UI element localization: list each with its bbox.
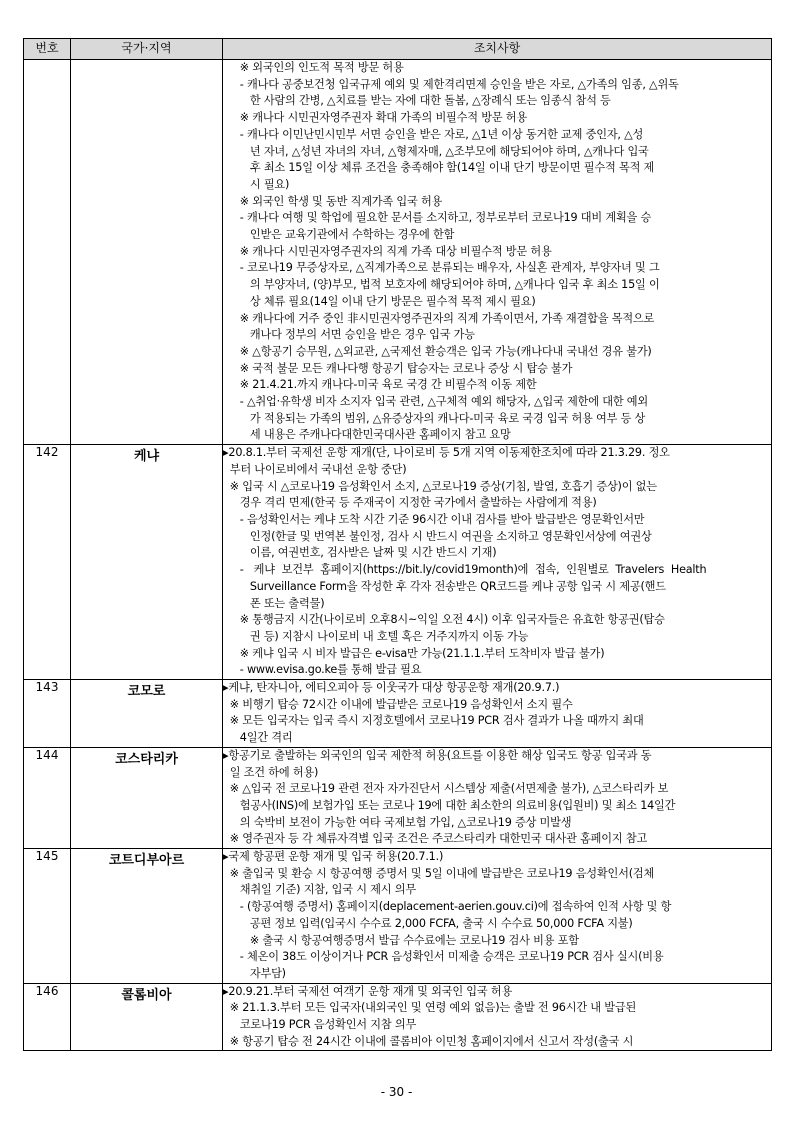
table-body <box>24 60 772 1051</box>
country-name: 케냐 <box>71 445 223 680</box>
measure-line: ※ △입국 전 코로나19 관련 전자 자가진단서 시스템상 제출(서면제출 불가), △코스타리카 보 <box>223 782 669 796</box>
measure-line: ※ 입국 시 △코로나19 음성확인서 소지, △코로나19 증상(기침, 발열, 호흡기 증상)이 없는 <box>223 479 657 493</box>
measure-line: 인정(한글 및 번역본 불인정, 검사 시 반드시 여권을 소지하고 영문확인서상에 여권상 <box>223 529 652 543</box>
travel-measures-table <box>23 38 772 1051</box>
measure-line: ▸국제 항공편 운항 재개 및 입국 허용(20.7.1.) <box>223 850 444 864</box>
measure-line: ※ 모든 입국자는 입국 즉시 지정호텔에서 코로나19 PCR 검사 결과가 나올 때까지 최대 <box>223 714 644 728</box>
header-num: 번호 <box>24 39 71 60</box>
row-number: 145 <box>24 849 71 984</box>
measure-line: ※ 캐나다에 거주 중인 非시민권자영주권자의 직계 가족이면서, 가족 재결합을 목적으로 <box>223 311 655 325</box>
measure-line: ▸20.8.1.부터 국제선 운항 재개(단, 나이로비 등 5개 지역 이동제한조치에 따라 21.3.29. 정오 <box>223 446 670 460</box>
table-row <box>24 445 772 680</box>
measure-line: 험공사(INS)에 보험가입 또는 코로나 19에 대한 최소한의 의료비용(입원비) 및 최소 14일간 <box>223 798 676 812</box>
header-country: 국가·지역 <box>71 39 223 60</box>
measure-line: - 캐나다 이민난민시민부 서면 승인을 받은 자로, △1년 이상 동거한 교제 중인자, △성 <box>223 127 644 141</box>
measure-line: 부터 나이로비에서 국내선 운항 중단) <box>223 462 407 476</box>
measure-line: ※ 캐나다 시민권자영주권자 확대 가족의 비필수적 방문 허용 <box>223 111 528 125</box>
measure-line: ※ 21.4.21.까지 캐나다-미국 육로 국경 간 비필수적 이동 제한 <box>223 378 537 392</box>
country-name: 코스타리카 <box>71 747 223 848</box>
row-number: 143 <box>24 680 71 748</box>
measures-cell <box>223 983 772 1051</box>
measure-line: 일 조건 하에 허용) <box>223 765 319 779</box>
measure-line: 자부담) <box>223 966 286 980</box>
table-row <box>24 747 772 848</box>
country-name: 코모로 <box>71 680 223 748</box>
table-row <box>24 680 772 748</box>
measure-line: ※ 비행기 탑승 72시간 이내에 발급받은 코로나19 음성확인서 소지 필수 <box>223 697 573 711</box>
measure-line: 공편 정보 입력(입국시 수수료 2,000 FCFA, 출국 시 수수료 50,000 FCFA 지불) <box>223 916 633 930</box>
measure-line: - 캐나다 공중보건청 입국규제 예외 및 제한격리면제 승인을 받은 자로, △가족의 임종, △위독 <box>223 77 679 91</box>
measure-line: 폰 또는 출력물) <box>223 596 325 610</box>
measure-line: 채취일 기준) 지참, 입국 시 제시 의무 <box>223 883 416 897</box>
measure-line: ▸케냐, 탄자니아, 에티오피아 등 이웃국가 대상 항공운항 재개(20.9.7.) <box>223 681 560 695</box>
measure-line: ※ 캐나다 시민권자영주권자의 직계 가족 대상 비필수적 방문 허용 <box>223 244 552 258</box>
measure-line: ▸항공기로 출발하는 외국인의 입국 제한적 허용(요트를 이용한 해상 입국도 항공 입국과 동 <box>223 748 652 762</box>
measure-line: 가 적용되는 가족의 범위, △유증상자의 캐나다-미국 육로 국경 입국 허용 여부 등 상 <box>223 411 646 425</box>
measure-line: 경우 격리 면제(한국 등 주재국이 지정한 국가에서 출발하는 사람에게 적용) <box>223 496 597 510</box>
measure-line: ※ 국적 불문 모든 캐나다행 항공기 탑승자는 코로나 증상 시 탑승 불가 <box>223 361 573 375</box>
measure-line: 캐나다 정부의 서면 승인을 받은 경우 입국 가능 <box>223 328 475 342</box>
measure-line: ※ 영주권자 등 각 체류자격별 입국 조건은 주코스타리카 대한민국 대사관 홈페이지 참고 <box>223 832 648 846</box>
measure-line: 4일간 격리 <box>223 731 293 745</box>
measure-line: 인받은 교육기관에서 수학하는 경우에 한함 <box>223 228 455 242</box>
row-number: 144 <box>24 747 71 848</box>
measure-line: ▸20.9.21.부터 국제선 여객기 운항 재개 및 외국인 입국 허용 <box>223 984 513 998</box>
header-measures: 조치사항 <box>223 39 772 60</box>
measure-line: ※ 출국 시 항공여행증명서 발급 수수료에는 코로나19 검사 비용 포함 <box>223 933 579 947</box>
measure-line: ※ 21.1.3.부터 모든 입국자(내외국인 및 연령 예외 없음)는 출발 전 96시간 내 발급된 <box>223 1001 637 1015</box>
measure-line: 상 체류 필요(14일 이내 단기 방문은 필수적 목적 제시 필요) <box>223 294 536 308</box>
measure-line: - 음성확인서는 케냐 도착 시간 기준 96시간 이내 검사를 받아 발급받은 영문확인서만 <box>223 512 645 526</box>
measure-line: 후 최소 15일 이상 체류 조건을 충족해야 함(14일 이내 단기 방문이면 필수적 목적 제 <box>223 161 655 175</box>
measure-line: ※ 통행금지 시간(나이로비 오후8시~익일 오전 4시) 이후 입국자들은 유효한 항공권(탑승 <box>223 613 665 627</box>
table-row <box>24 983 772 1051</box>
measure-line: 이름, 여권번호, 검사받은 날짜 및 시간 반드시 기재) <box>223 546 497 560</box>
table-row <box>24 849 772 984</box>
measures-cell <box>223 60 772 445</box>
measures-cell <box>223 680 772 748</box>
measure-line: - 케냐 보건부 홈페이지(https://bit.ly/covid19month)에 접속, 인원별로 Travelers Health <box>223 563 707 577</box>
measures-cell <box>223 747 772 848</box>
country-name: 콜롬비아 <box>71 983 223 1051</box>
measure-line: ※ 외국인 학생 및 동반 직계가족 입국 허용 <box>223 194 443 208</box>
measure-line: 의 숙박비 보전이 가능한 여타 국제보험 가입, △코로나19 증상 미발생 <box>223 815 572 829</box>
measure-line: 권 등) 지참시 나이로비 내 호텔 혹은 거주지까지 이동 가능 <box>223 629 529 643</box>
measure-line: 년 자녀, △성년 자녀의 자녀, △형제자매, △조부모에 해당되어야 하며, △캐나다 입국 <box>223 144 649 158</box>
measure-line: 시 필요) <box>223 177 290 191</box>
country-name: 코트디부아르 <box>71 849 223 984</box>
country-name <box>71 60 223 445</box>
measure-line: ※ 출입국 및 환승 시 항공여행 증명서 및 5일 이내에 발급받은 코로나19 음성확인서(검체 <box>223 866 655 880</box>
measure-line: ※ △항공기 승무원, △외교관, △국제선 환승객은 입국 가능(캐나다내 국내선 경유 불가) <box>223 344 652 358</box>
table-row <box>24 60 772 445</box>
measure-line: - (항공여행 증명서) 홈페이지(deplacement-aerien.gouv.ci)에 접속하여 인적 사항 및 항 <box>223 900 672 914</box>
measure-line: - 체온이 38도 이상이거나 PCR 음성확인서 미제출 승객은 코로나19 PCR 검사 실시(비용 <box>223 950 664 964</box>
row-number: 146 <box>24 983 71 1051</box>
measure-line: 한 사람의 간병, △치료를 받는 자에 대한 돌봄, △장례식 또는 임종식 참석 등 <box>223 94 611 108</box>
measure-line: 코로나19 PCR 음성확인서 지참 의무 <box>223 1018 417 1032</box>
measure-line: ※ 케냐 입국 시 비자 발급은 e-visa만 가능(21.1.1.부터 도착비자 발급 불가) <box>223 646 605 660</box>
measure-line: - △취업·유학생 비자 소지자 입국 관련, △구체적 예외 해당자, △입국 제한에 대한 예외 <box>223 395 648 409</box>
measure-line: 세 내용은 주캐나다대한민국대사관 홈페이지 참고 요망 <box>223 428 511 442</box>
row-number <box>24 60 71 445</box>
measure-line: - www.evisa.go.ke를 통해 발급 필요 <box>223 663 422 677</box>
row-number: 142 <box>24 445 71 680</box>
measures-cell <box>223 445 772 680</box>
measure-line: 의 부양자녀, (양)부모, 법적 보호자에 해당되어야 하며, △캐나다 입국 후 최소 15일 이 <box>223 278 660 292</box>
measure-line: - 캐나다 여행 및 학업에 필요한 문서를 소지하고, 정부로부터 코로나19 대비 계획을 승 <box>223 211 652 225</box>
measure-line: ※ 외국인의 인도적 목적 방문 허용 <box>223 61 404 74</box>
page-number: - 30 - <box>380 1085 413 1099</box>
table-header-row <box>24 39 772 60</box>
measure-line: ※ 항공기 탑승 전 24시간 이내에 콜롬비아 이민청 홈페이지에서 신고서 작성(출국 시 <box>223 1034 634 1048</box>
measure-line: - 코로나19 무증상자로, △직계가족으로 분류되는 배우자, 사실혼 관계자, 부양자녀 및 그 <box>223 261 660 275</box>
measures-cell <box>223 849 772 984</box>
measure-line: Surveillance Form을 작성한 후 각자 전송받은 QR코드를 케냐 공항 입국 시 제공(핸드 <box>223 579 666 593</box>
